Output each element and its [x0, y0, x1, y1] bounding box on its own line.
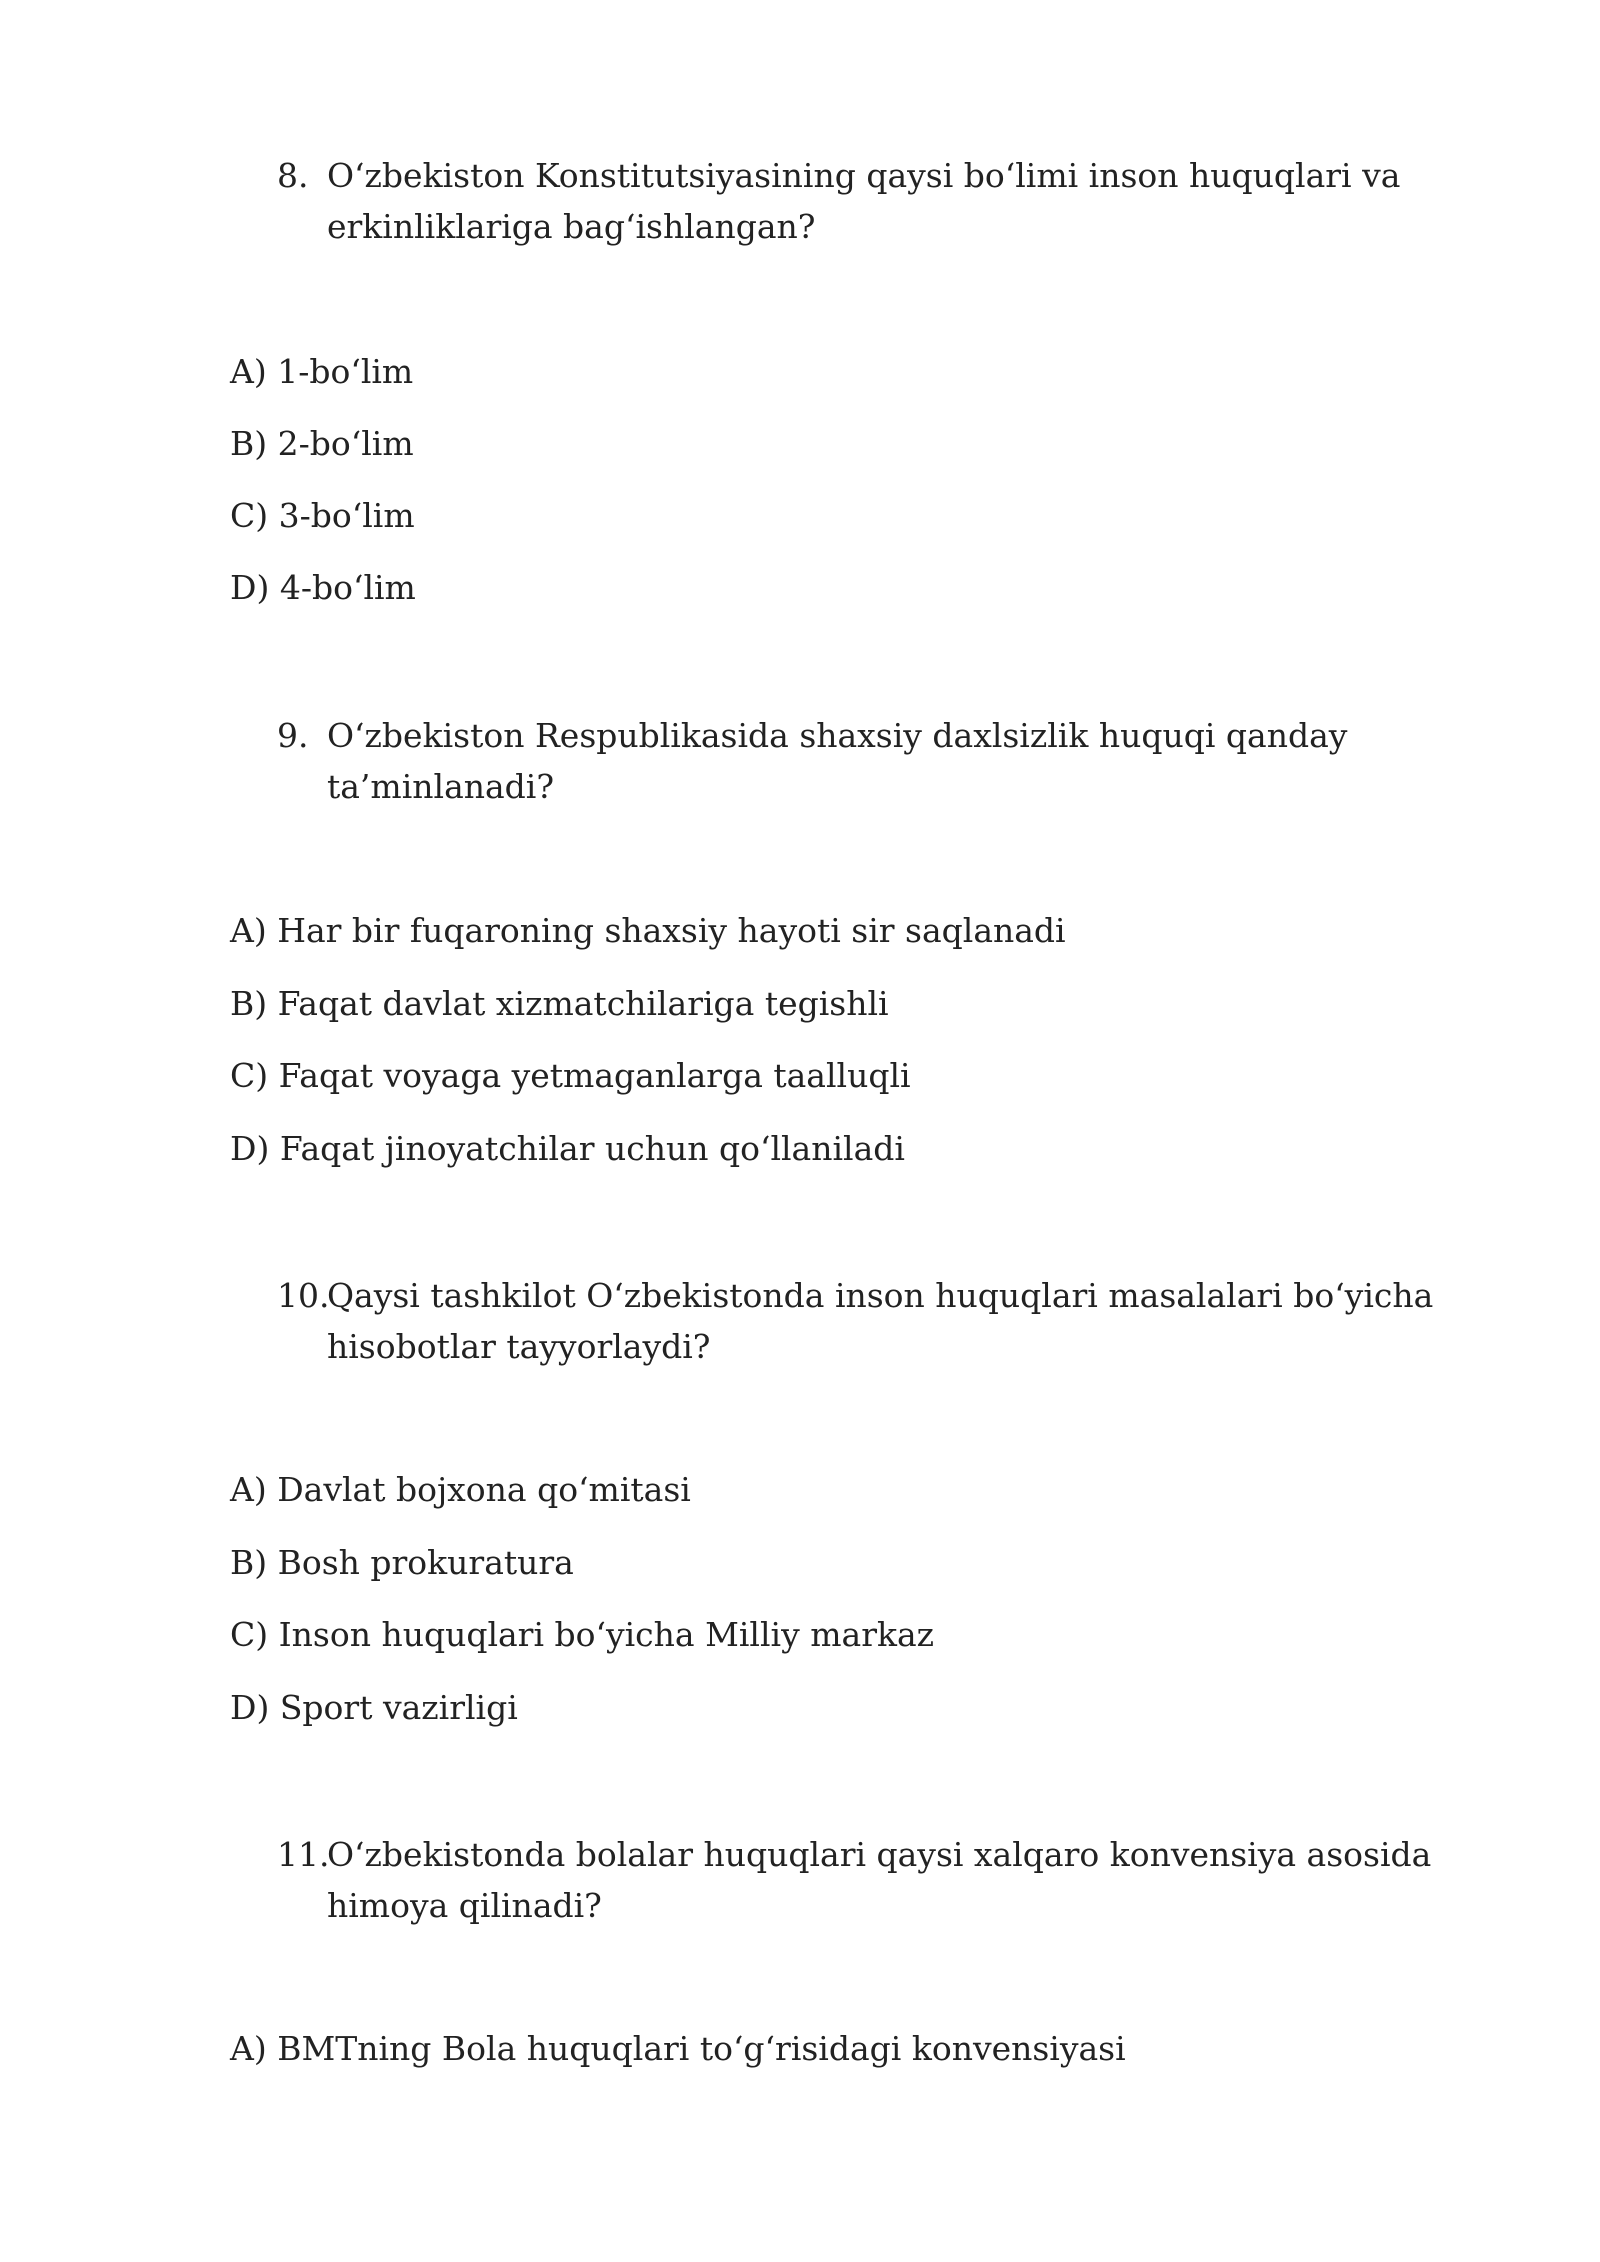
- question-number: 10.: [277, 1276, 330, 1315]
- option-b: B) Bosh prokuratura: [230, 1543, 574, 1582]
- option-a: A) Davlat bojxona qo‘mitasi: [230, 1470, 691, 1509]
- option-d: D) Faqat jinoyatchilar uchun qo‘llaniladi: [230, 1129, 905, 1168]
- option-a: A) BMTning Bola huquqlari to‘g‘risidagi konvensiyasi: [230, 2029, 1126, 2068]
- option-d: D) 4-bo‘lim: [230, 568, 416, 607]
- option-a: A) Har bir fuqaroning shaxsiy hayoti sir saqlanadi: [230, 911, 1066, 950]
- option-b: B) 2-bo‘lim: [230, 424, 414, 463]
- option-c: C) Inson huquqlari bo‘yicha Milliy markaz: [230, 1615, 935, 1654]
- question-11: [277, 1829, 1497, 1931]
- question-text: O‘zbekiston Konstitutsiyasining qaysi bo‘limi inson huquqlari va erkinliklariga bag‘ishlangan?: [327, 156, 1401, 246]
- option-a: A) 1-bo‘lim: [230, 352, 414, 391]
- question-9: [277, 710, 1497, 812]
- option-c: C) 3-bo‘lim: [230, 496, 415, 535]
- question-number: 9.: [277, 716, 309, 755]
- question-text: O‘zbekiston Respublikasida shaxsiy daxlsizlik huquqi qanday ta’minlanadi?: [327, 716, 1348, 806]
- question-text: O‘zbekistonda bolalar huquqlari qaysi xalqaro konvensiya asosida himoya qilinadi?: [327, 1835, 1432, 1925]
- question-number: 11.: [277, 1835, 330, 1874]
- option-c: C) Faqat voyaga yetmaganlarga taalluqli: [230, 1056, 911, 1095]
- option-d: D) Sport vazirligi: [230, 1688, 518, 1727]
- option-b: B) Faqat davlat xizmatchilariga tegishli: [230, 984, 889, 1023]
- question-text: Qaysi tashkilot O‘zbekistonda inson huquqlari masalalari bo‘yicha hisobotlar tayyorlaydi?: [327, 1276, 1434, 1366]
- question-8: [277, 150, 1497, 252]
- question-10: [277, 1270, 1497, 1372]
- question-number: 8.: [277, 156, 309, 195]
